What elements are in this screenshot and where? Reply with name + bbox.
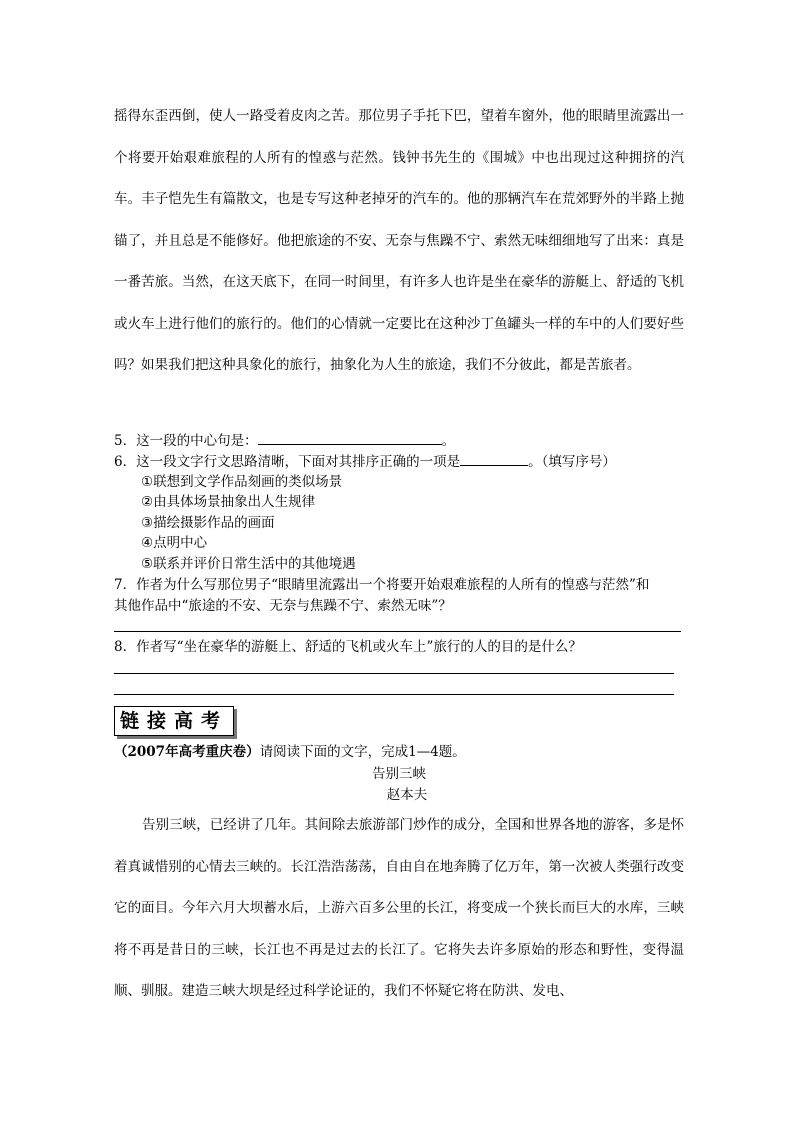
option-1: ①联想到文学作品刻画的类似场景 (141, 474, 343, 490)
exam-source-line (114, 742, 466, 762)
answer-line-8b[interactable] (114, 694, 674, 695)
exam-source: （2007年高考重庆卷） (114, 744, 260, 760)
reading-passage: 摇得东歪西倒，使人一路受着皮肉之苦。那位男子手托下巴，望着车窗外，他的眼睛里流露出一个将要开始艰难旅程的人所有的惶惑与茫然。钱钟书先生的《围城》中也出现过这种拥挤的汽车。丰子恺先生有篇散文，也是专写这种老掉牙的汽车的。他的那辆汽车在荒郊野外的半路上抛锚了，并且总是不能修好。他把旅途的不安、无奈与焦躁不宁、索然无味细细地写了出来：真是一番苦旅。当然，在这天底下，在同一时间里，有许多人也许是坐在豪华的游艇上、舒适的飞机或火车上进行他们的旅行的。他们的心情就一定要比在这种沙丁鱼罐头一样的车中的人们要好些吗？如果我们把这种具象化的旅行，抽象化为人生的旅途，我们不分彼此，都是苦旅者。 (114, 108, 684, 373)
option-5: ⑤联系并评价日常生活中的其他境遇 (141, 556, 356, 572)
question-5-text: 5．这一段的中心句是： (114, 433, 258, 449)
article-body: 告别三峡，已经讲了几年。其间除去旅游部门炒作的成分，全国和世界各地的游客，多是怀着真诚惜别的心情去三峡的。长江浩浩荡荡，自由自在地奔腾了亿万年，第一次被人类强行改变它的面目。今年六月大坝蓄水后，上游六百多公里的长江，将变成一个狭长而巨大的水库，三峡将不再是昔日的三峡，长江也不再是过去的长江了。它将失去许多原始的形态和野性，变得温顺、驯服。建造三峡大坝是经过科学论证的，我们不怀疑它将在防洪、发电、 (114, 817, 684, 999)
answer-line-8a[interactable] (114, 673, 674, 674)
question-8: 8．作者写“坐在豪华的游艇上、舒适的飞机或火车上”旅行的人的目的是什么？ (114, 639, 582, 655)
answer-blank-5[interactable] (258, 430, 442, 445)
answer-blank-6[interactable] (460, 451, 528, 466)
question-5-end: 。 (441, 433, 456, 449)
question-5 (114, 430, 684, 452)
article-author: 赵本夫 (386, 787, 428, 803)
option-3: ③描绘摄影作品的画面 (141, 515, 275, 531)
answer-line-7[interactable] (114, 631, 681, 632)
question-7-line-1: 7．作者为什么写那位男子“眼睛里流露出一个将要开始艰难旅程的人所有的惶惑与茫然”和 (114, 577, 650, 593)
section-badge: 链接高考 (114, 706, 234, 736)
option-2: ②由具体场景抽象出人生规律 (141, 494, 316, 510)
question-6-end: 。（填写序号） (528, 454, 616, 470)
question-7-line-2: 其他作品中“旅途的不安、无奈与焦躁不宁、索然无味”？ (114, 598, 452, 614)
option-4: ④点明中心 (141, 535, 208, 551)
question-6-text: 6．这一段文字行文思路清晰，下面对其排序正确的一项是 (114, 454, 461, 470)
exam-instruction: 请阅读下面的文字，完成1—4题。 (259, 744, 466, 760)
question-6 (114, 451, 684, 473)
article-title: 告别三峡 (372, 766, 426, 782)
